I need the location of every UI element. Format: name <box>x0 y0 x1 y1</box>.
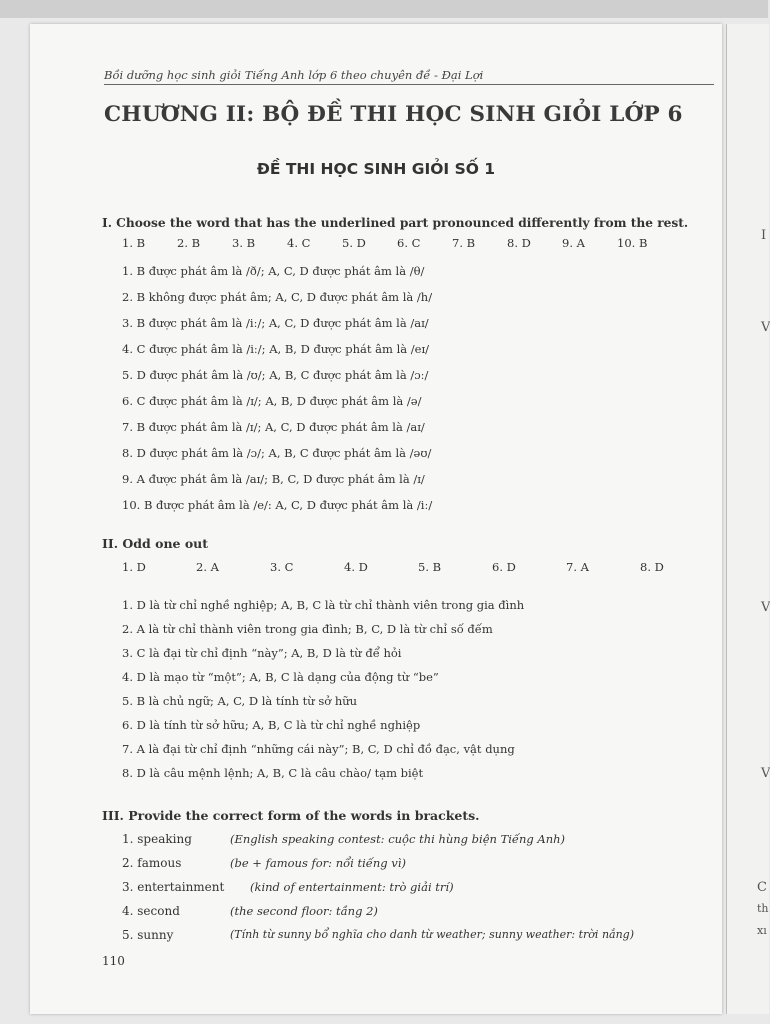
answer-item: 8. D <box>507 236 531 250</box>
explanation-line: 9. A được phát âm là /aɪ/; B, C, D được phát âm là /ɪ/ <box>122 472 425 486</box>
answer-item: 2. B <box>177 236 201 250</box>
edge-letter: C <box>757 880 767 895</box>
edge-letter: V <box>761 766 770 781</box>
word-form-item <box>122 880 722 898</box>
answer-item: 5. B <box>418 560 442 574</box>
explanation-line: 10. B được phát âm là /e/: A, C, D được phát âm là /iː/ <box>122 498 433 512</box>
answer-item: 1. B <box>122 236 146 250</box>
answer-item: 1. D <box>122 560 146 574</box>
answer-item: 8. D <box>640 560 664 574</box>
answer-item: 5. D <box>342 236 366 250</box>
answer-item: 7. A <box>566 560 589 574</box>
running-head: Bồi dưỡng học sinh giỏi Tiếng Anh lớp 6 theo chuyên đề - Đại Lợi <box>104 68 714 85</box>
answer-item: 9. A <box>562 236 585 250</box>
explanation-line: 2. A là từ chỉ thành viên trong gia đình; B, C, D là từ chỉ số đếm <box>122 622 493 636</box>
section-2-heading: II. Odd one out <box>102 536 209 551</box>
book-page <box>30 24 722 1014</box>
answer-word: 4. second <box>122 904 180 918</box>
answer-note: (kind of entertainment: trò giải trí) <box>250 880 454 894</box>
explanation-line: 2. B không được phát âm; A, C, D được phát âm là /h/ <box>122 290 433 304</box>
explanation-line: 6. C được phát âm là /ɪ/; A, B, D được phát âm là /ə/ <box>122 394 422 408</box>
explanation-line: 1. B được phát âm là /ð/; A, C, D được phát âm là /θ/ <box>122 264 425 278</box>
explanation-line: 3. B được phát âm là /iː/; A, C, D được phát âm là /aɪ/ <box>122 316 429 330</box>
explanation-line: 4. C được phát âm là /iː/; A, B, D được phát âm là /eɪ/ <box>122 342 429 356</box>
section-2-answer-key <box>122 560 702 576</box>
section-3-heading: III. Provide the correct form of the words in brackets. <box>102 808 480 823</box>
answer-note: (Tính từ sunny bổ nghĩa cho danh từ weather; sunny weather: trời nắng) <box>230 928 635 941</box>
explanation-line: 6. D là tính từ sở hữu; A, B, C là từ chỉ nghề nghiệp <box>122 718 421 732</box>
edge-letter: V <box>761 600 770 615</box>
answer-item: 6. C <box>397 236 421 250</box>
answer-note: (English speaking contest: cuộc thi hùng biện Tiếng Anh) <box>230 832 566 846</box>
explanation-line: 4. D là mạo từ “một”; A, B, C là dạng của động từ “be” <box>122 670 439 684</box>
section-1-heading: I. Choose the word that has the underlined part pronounced differently from the rest. <box>102 216 689 230</box>
scan-border <box>0 0 768 18</box>
answer-word: 5. sunny <box>122 928 174 942</box>
explanation-line: 5. B là chủ ngữ; A, C, D là tính từ sở hữu <box>122 694 358 708</box>
edge-letter: th <box>757 902 769 915</box>
explanation-line: 1. D là từ chỉ nghề nghiệp; A, B, C là từ chỉ thành viên trong gia đình <box>122 598 525 612</box>
answer-item: 10. B <box>617 236 648 250</box>
answer-word: 3. entertainment <box>122 880 225 894</box>
word-form-item <box>122 832 722 850</box>
explanation-line: 3. C là đại từ chỉ định “này”; A, B, D là từ để hỏi <box>122 646 402 660</box>
answer-item: 4. D <box>344 560 368 574</box>
chapter-title: CHƯƠNG II: BỘ ĐỀ THI HỌC SINH GIỎI LỚP 6 <box>104 102 683 127</box>
explanation-line: 8. D là câu mệnh lệnh; A, B, C là câu chào/ tạm biệt <box>122 766 424 780</box>
explanation-line: 7. B được phát âm là /ɪ/; A, C, D được phát âm là /aɪ/ <box>122 420 425 434</box>
explanation-line: 7. A là đại từ chỉ định “những cái này”; B, C, D chỉ đồ đạc, vật dụng <box>122 742 515 756</box>
answer-item: 6. D <box>492 560 516 574</box>
answer-word: 2. famous <box>122 856 182 870</box>
word-form-item <box>122 904 722 922</box>
explanation-line: 8. D được phát âm là /ɔ/; A, B, C được phát âm là /əʊ/ <box>122 446 432 460</box>
answer-item: 4. C <box>287 236 311 250</box>
exam-title: ĐỀ THI HỌC SINH GIỎI SỐ 1 <box>256 160 496 178</box>
explanation-line: 5. D được phát âm là /ʊ/; A, B, C được phát âm là /ɔː/ <box>122 368 429 382</box>
section-1-answer-key <box>122 236 682 252</box>
answer-note: (the second floor: tầng 2) <box>230 904 378 918</box>
answer-item: 3. B <box>232 236 256 250</box>
facing-page-edge <box>726 24 769 1014</box>
page-number: 110 <box>102 954 125 968</box>
word-form-item <box>122 856 722 874</box>
answer-item: 2. A <box>196 560 219 574</box>
edge-letter: I <box>761 228 767 243</box>
word-form-item <box>122 928 722 946</box>
answer-item: 3. C <box>270 560 294 574</box>
answer-note: (be + famous for: nổi tiếng vì) <box>230 856 406 870</box>
edge-letter: xı <box>757 924 767 937</box>
answer-item: 7. B <box>452 236 476 250</box>
edge-letter: V <box>761 320 770 335</box>
answer-word: 1. speaking <box>122 832 192 846</box>
